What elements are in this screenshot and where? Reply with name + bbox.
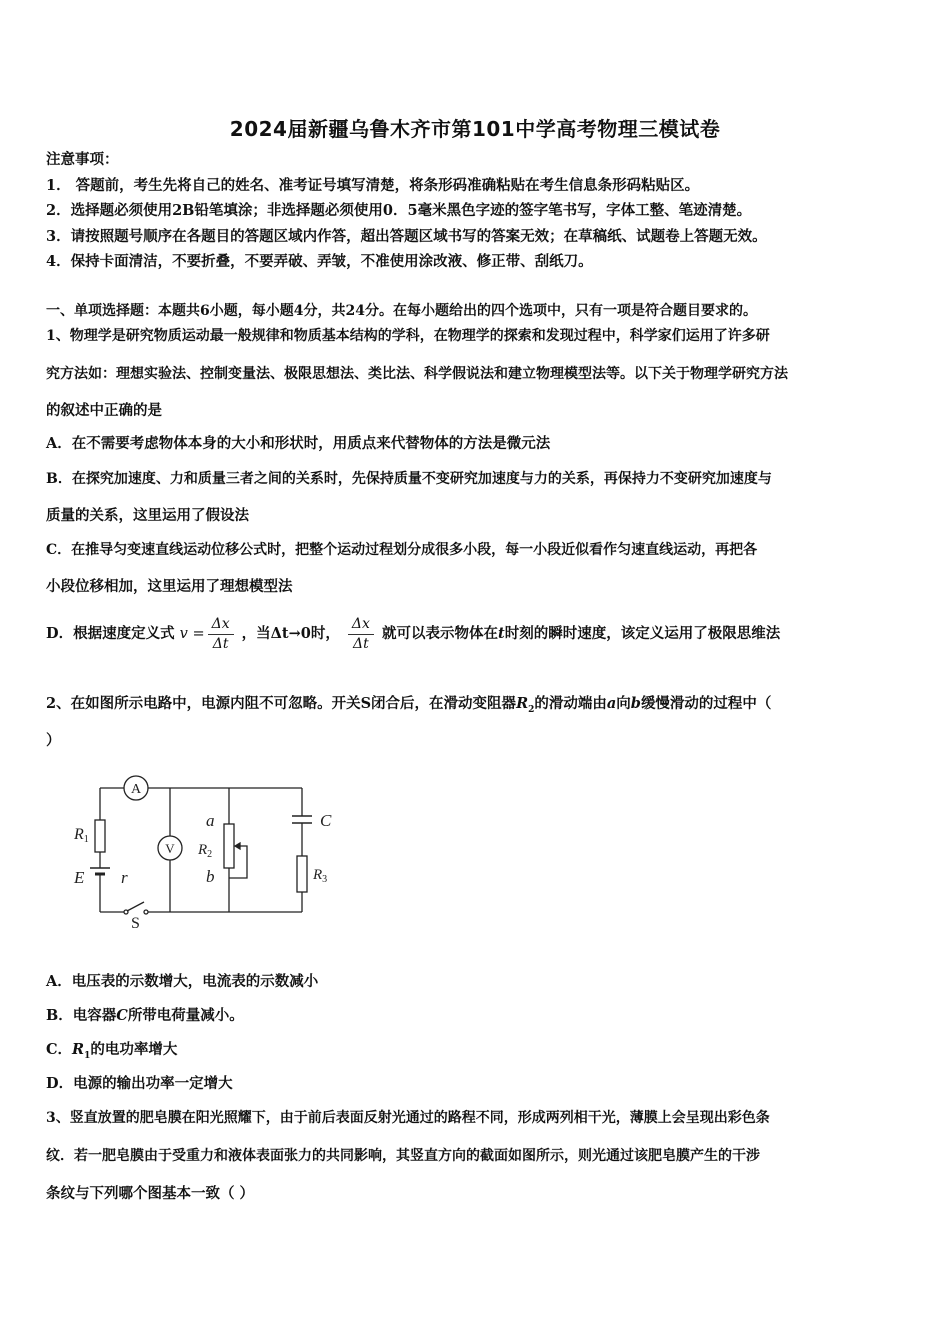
q2-stem-b: b xyxy=(630,695,641,712)
q1-option-d-mid2: 时， xyxy=(310,625,340,642)
q1-option-d-fraction-2 xyxy=(348,616,374,653)
page-title: 2024届新疆乌鲁木齐市第101中学高考物理三模试卷 xyxy=(229,117,721,141)
notice-item-1: 1． 答题前，考生先将自己的姓名、准考证号填写清楚，将条形码准确粘贴在考生信息条形码粘贴区。 xyxy=(46,177,700,194)
b-label: b xyxy=(206,867,215,886)
section-header: 一、单项选择题：本题共6小题，每小题4分，共24分。在每小题给出的四个选项中，只有一项是符合题目要求的。 xyxy=(46,303,757,319)
q1-option-b-line-2: 质量的关系，这里运用了假设法 xyxy=(46,507,249,524)
c-label: C xyxy=(320,811,332,830)
voltmeter-label: V xyxy=(165,841,175,856)
fraction-denominator: Δt xyxy=(353,635,369,652)
fraction-numerator: Δx xyxy=(208,616,234,635)
q1-option-c-line-2: 小段位移相加，这里运用了理想模型法 xyxy=(46,578,293,595)
q2-option-b-var: C xyxy=(116,1007,128,1024)
q1-option-d-suffix: 时刻的瞬时速度，该定义运用了极限思维法 xyxy=(504,625,781,642)
q1-option-d-limit: Δt→0 xyxy=(270,625,311,642)
q1-option-d-mid3: 就可以表示物体在 xyxy=(382,625,498,642)
circuit-diagram xyxy=(64,772,354,932)
q2-option-a: A．电压表的示数增大，电流表的示数减小 xyxy=(46,973,319,990)
a-label: a xyxy=(206,811,215,830)
q2-option-c-suffix: 的电功率增大 xyxy=(90,1041,178,1058)
resistor-r1-icon xyxy=(95,820,105,852)
q2-option-c-prefix: C． xyxy=(46,1041,73,1058)
q3-stem-line-2: 纹．若一肥皂膜由于受重力和液体表面张力的共同影响，其竖直方向的截面如图所示，则光通过该肥皂膜产生的干涉 xyxy=(46,1148,760,1164)
q1-option-d-v-eq: v = xyxy=(179,626,205,642)
switch-lever-icon xyxy=(127,902,144,911)
q1-option-b-line-1: B．在探究加速度、力和质量三者之间的关系时，先保持质量不变研究加速度与力的关系，再保持力不变研究加速度与 xyxy=(46,471,772,487)
q2-stem-text-3: 向 xyxy=(616,695,631,712)
notice-item-4: 4．保持卡面清洁，不要折叠，不要弄破、弄皱，不准使用涂改液、修正带、刮纸刀。 xyxy=(46,253,593,270)
q2-stem-r2: R xyxy=(516,695,529,712)
ammeter-label: A xyxy=(130,782,142,797)
notice-heading: 注意事项： xyxy=(46,151,119,168)
q2-option-b-prefix: B．电容器 xyxy=(46,1007,117,1024)
r2-label: $R_2$ xyxy=(198,842,213,860)
q2-option-b-suffix: 所带电荷量减小。 xyxy=(127,1007,244,1024)
q2-stem-r2-sub: 2 xyxy=(528,704,535,715)
r3-label: $R_3$ xyxy=(313,867,328,885)
q1-stem-line-3: 的叙述中正确的是 xyxy=(46,402,162,419)
resistor-r3-icon xyxy=(297,856,307,892)
e-label: E xyxy=(74,868,85,887)
rheostat-r2-icon xyxy=(224,824,234,868)
q2-option-d: D．电源的输出功率一定增大 xyxy=(46,1075,233,1092)
q1-option-d-t-var: t xyxy=(498,625,505,642)
q1-option-c-line-1: C．在推导匀变速直线运动位移公式时，把整个运动过程划分成很多小段，每一小段近似看作匀速直线运动，再把各 xyxy=(46,542,758,558)
q2-option-b xyxy=(46,1006,244,1026)
q2-option-c-sub: 1 xyxy=(84,1050,91,1061)
q2-stem-a: a xyxy=(606,695,617,712)
fraction-denominator: Δt xyxy=(212,635,229,652)
q2-stem-line-1 xyxy=(46,694,771,720)
q1-option-a: A．在不需要考虑物体本身的大小和形状时，用质点来代替物体的方法是微元法 xyxy=(46,435,551,452)
q2-stem-text-4: 缓慢滑动的过程中（ xyxy=(640,695,772,712)
r-label: r xyxy=(121,868,128,887)
r1-label: R1 xyxy=(74,826,89,845)
notice-item-3: 3．请按照题号顺序在各题目的答题区域内作答，超出答题区域书写的答案无效；在草稿纸、试题卷上答题无效。 xyxy=(46,228,767,245)
q2-stem-line-2: ） xyxy=(46,732,61,749)
switch-contact xyxy=(144,910,148,914)
fraction-numerator: Δx xyxy=(348,616,374,635)
q2-stem-text-1: 2、在如图所示电路中，电源内阻不可忽略。开关S闭合后，在滑动变阻器 xyxy=(46,695,517,712)
slider-arrow-icon xyxy=(235,843,240,849)
q3-stem-line-3: 条纹与下列哪个图基本一致（ ） xyxy=(46,1185,255,1202)
s-label: S xyxy=(131,915,140,932)
q3-stem-line-1: 3、竖直放置的肥皂膜在阳光照耀下，由于前后表面反射光通过的路程不同，形成两列相干光，薄膜上会呈现出彩色条 xyxy=(46,1110,770,1126)
q1-stem-line-1: 1、物理学是研究物质运动最一般规律和物质基本结构的学科，在物理学的探索和发现过程中，科学家们运用了许多研 xyxy=(46,328,770,344)
q2-stem-text-2: 的滑动端由 xyxy=(534,695,607,712)
q2-option-c-var: R xyxy=(72,1041,85,1058)
q1-option-d-prefix: D．根据速度定义式 xyxy=(46,625,175,642)
notice-item-2: 2．选择题必须使用2B铅笔填涂；非选择题必须使用0．5毫米黑色字迹的签字笔书写，字体工整、笔迹清楚。 xyxy=(46,202,752,219)
q1-option-d-mid1: ，当 xyxy=(241,625,271,642)
q1-option-d xyxy=(46,612,780,656)
q2-option-c xyxy=(46,1040,177,1066)
q1-option-d-fraction-1 xyxy=(208,616,234,653)
q1-stem-line-2: 究方法如：理想实验法、控制变量法、极限思想法、类比法、科学假说法和建立物理模型法等。以下关于物理学研究方法 xyxy=(46,366,788,382)
rheostat-slider-wire xyxy=(229,846,247,878)
